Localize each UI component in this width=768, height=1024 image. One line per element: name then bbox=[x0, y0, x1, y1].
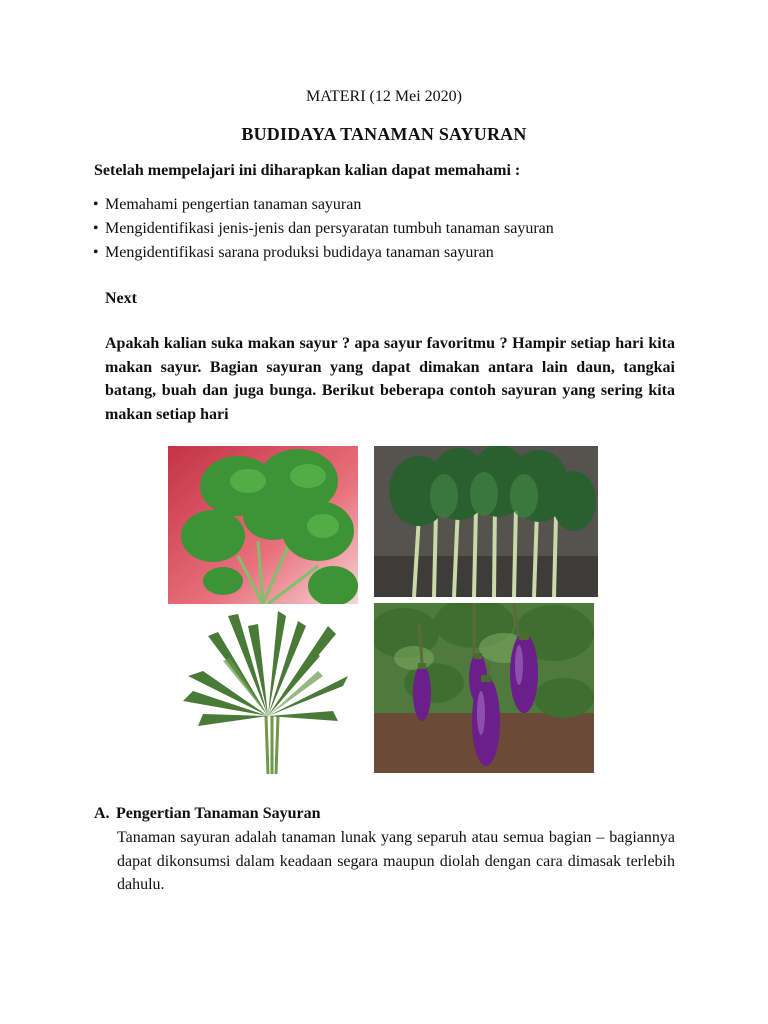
eggplant-photo bbox=[374, 603, 594, 773]
objective-text: Memahami pengertian tanaman sayuran bbox=[105, 196, 362, 213]
objective-text: Mengidentifikasi sarana produksi budidaya tanaman sayuran bbox=[105, 244, 494, 261]
bullet-icon: • bbox=[93, 220, 99, 237]
list-item bbox=[93, 195, 554, 219]
intro-text: Setelah mempelajari ini diharapkan kalian dapat memahami : bbox=[94, 162, 521, 179]
section-title: Pengertian Tanaman Sayuran bbox=[116, 805, 321, 822]
question-paragraph: Apakah kalian suka makan sayur ? apa sayur favoritmu ? Hampir setiap hari kita makan sayur. Bagian sayuran yang dapat dimakan antara lain daun, tangkai batang, buah dan juga bunga. Berikut beberapa contoh sayuran yang sering kita makan setiap hari bbox=[105, 335, 675, 423]
list-item bbox=[93, 243, 554, 267]
document-title: BUDIDAYA TANAMAN SAYURAN bbox=[241, 124, 527, 144]
objectives-list bbox=[93, 195, 554, 267]
mustard-greens-photo bbox=[374, 446, 598, 597]
section-a-heading bbox=[94, 805, 320, 823]
bullet-icon: • bbox=[93, 244, 99, 261]
list-item bbox=[93, 219, 554, 243]
water-spinach-photo bbox=[168, 606, 358, 776]
next-label: Next bbox=[105, 290, 137, 307]
leafy-green-photo bbox=[168, 446, 358, 604]
bullet-icon: • bbox=[93, 196, 99, 213]
section-label: A. bbox=[94, 805, 110, 822]
date-line: MATERI (12 Mei 2020) bbox=[306, 88, 462, 105]
section-a-body: Tanaman sayuran adalah tanaman lunak yang separuh atau semua bagian – bagiannya dapat dikonsumsi dalam keadaan segara maupun diolah dengan cara dimasak terlebih dahulu. bbox=[117, 829, 675, 893]
objective-text: Mengidentifikasi jenis-jenis dan persyaratan tumbuh tanaman sayuran bbox=[105, 220, 554, 237]
